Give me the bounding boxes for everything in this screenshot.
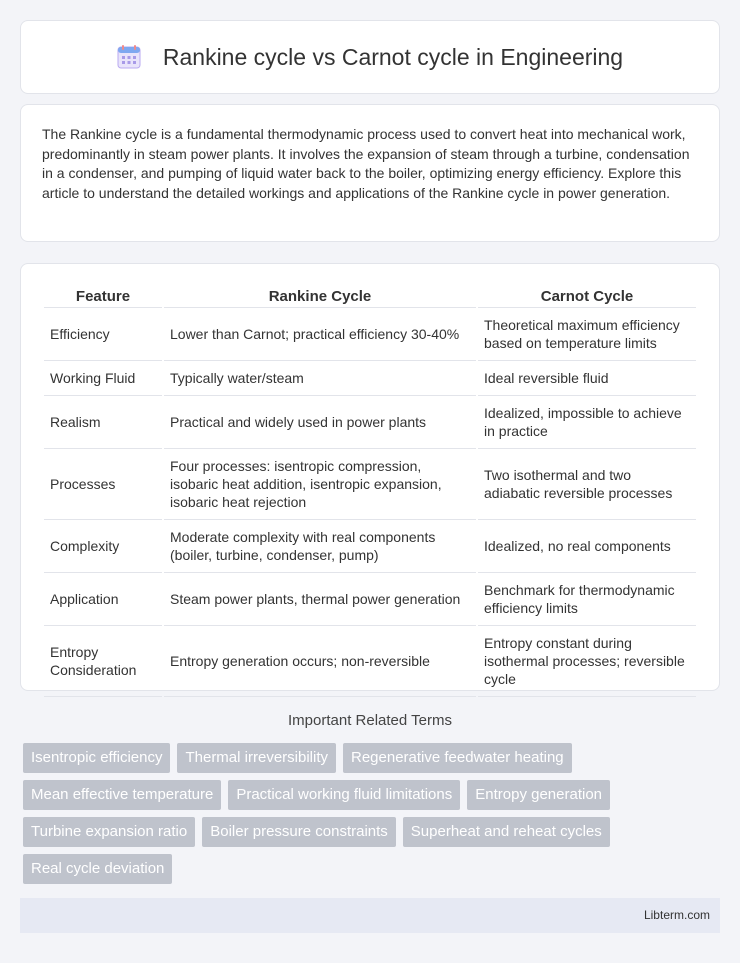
cell-feature: Working Fluid [44,361,162,396]
table-row [44,361,696,396]
cell-carnot: Entropy constant during isothermal processes; reversible cycle [478,626,696,697]
cell-feature: Entropy Consideration [44,626,162,697]
table-row [44,520,696,573]
cell-feature: Application [44,573,162,626]
header-rankine: Rankine Cycle [164,284,476,308]
intro-paragraph: The Rankine cycle is a fundamental thermodynamic process used to convert heat into mechanical work, predominantly in steam power plants. It involves the expansion of steam through a turbine, condensation in a condenser, and pumping of liquid water back to the boiler, optimizing energy efficiency. Explore this article to understand the detailed workings and applications of the Rankine cycle in power generation. [42,126,690,201]
cell-feature: Processes [44,449,162,520]
tag-list [20,743,720,884]
comparison-card [20,263,720,691]
cell-rankine: Lower than Carnot; practical efficiency 30-40% [164,308,476,361]
cell-carnot: Ideal reversible fluid [478,361,696,396]
calendar-icon [117,44,141,70]
tag-item[interactable]: Mean effective temperature [23,780,221,810]
related-terms-title: Important Related Terms [288,712,452,729]
footer-site-link[interactable]: Libterm.com [643,908,710,922]
table-header-row [44,284,696,308]
cell-carnot: Idealized, no real components [478,520,696,573]
tag-item[interactable]: Boiler pressure constraints [202,817,396,847]
table-row [44,396,696,449]
cell-carnot: Benchmark for thermodynamic efficiency limits [478,573,696,626]
cell-feature: Realism [44,396,162,449]
cell-feature: Efficiency [44,308,162,361]
cell-rankine: Practical and widely used in power plants [164,396,476,449]
cell-rankine: Entropy generation occurs; non-reversible [164,626,476,697]
page-title: Rankine cycle vs Carnot cycle in Engineering [162,43,624,70]
cell-carnot: Idealized, impossible to achieve in practice [478,396,696,449]
cell-rankine: Steam power plants, thermal power generation [164,573,476,626]
cell-carnot: Theoretical maximum efficiency based on temperature limits [478,308,696,361]
table-row [44,308,696,361]
table-row [44,573,696,626]
cell-carnot: Two isothermal and two adiabatic reversible processes [478,449,696,520]
comparison-table [42,284,698,697]
table-row [44,626,696,697]
tag-item[interactable]: Regenerative feedwater heating [343,743,572,773]
tag-item[interactable]: Thermal irreversibility [177,743,336,773]
tag-item[interactable]: Turbine expansion ratio [23,817,195,847]
title-card [20,20,720,94]
cell-rankine: Four processes: isentropic compression, isobaric heat addition, isentropic expansion, isobaric heat rejection [164,449,476,520]
cell-feature: Complexity [44,520,162,573]
tag-item[interactable]: Practical working fluid limitations [228,780,460,810]
header-feature: Feature [44,284,162,308]
tag-item[interactable]: Isentropic efficiency [23,743,170,773]
table-row [44,449,696,520]
header-carnot: Carnot Cycle [478,284,696,308]
cell-rankine: Typically water/steam [164,361,476,396]
tag-item[interactable]: Entropy generation [467,780,610,810]
related-terms-section [20,712,720,884]
tag-item[interactable]: Superheat and reheat cycles [403,817,610,847]
footer [20,898,720,933]
tag-item[interactable]: Real cycle deviation [23,854,172,884]
intro-card [20,104,720,242]
cell-rankine: Moderate complexity with real components (boiler, turbine, condenser, pump) [164,520,476,573]
